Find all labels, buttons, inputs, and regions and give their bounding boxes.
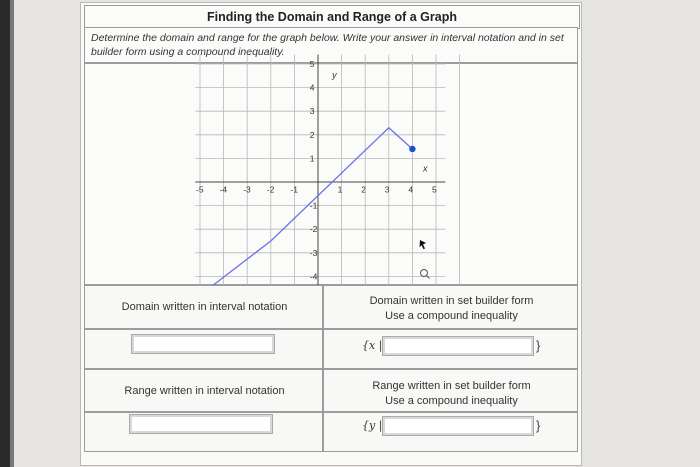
domain-interval-cell: [84, 285, 323, 329]
domain-setbuilder-prefix: {x |: [362, 339, 383, 352]
range-setbuilder-label: Range written in set builder form: [372, 380, 531, 392]
domain-setbuilder-label: Domain written in set builder form: [369, 295, 534, 307]
screen-edge: [10, 0, 14, 467]
range-setbuilder-prefix: {y |: [362, 419, 383, 432]
coordinate-graph: [85, 59, 577, 284]
y-tick-label: -1: [309, 200, 318, 211]
plot-layer: [197, 128, 416, 299]
x-axis-label: x: [423, 163, 428, 174]
domain-setbuilder-answer-cell: [323, 329, 578, 369]
y-tick-label: 4: [309, 82, 315, 93]
axes: [195, 55, 445, 305]
x-tick-label: -2: [266, 184, 275, 195]
domain-interval-input[interactable]: [131, 334, 275, 354]
instructions: Determine the domain and range for the graph below. Write your answer in interval notation and in set builder form using a compound inequality.: [84, 27, 578, 63]
domain-closing-brace: }: [536, 338, 541, 353]
y-tick-label: 1: [309, 153, 315, 164]
domain-setbuilder-hint: Use a compound inequality: [385, 310, 518, 322]
x-tick-label: 5: [432, 184, 437, 195]
range-interval-input[interactable]: [129, 414, 273, 434]
domain-interval-answer-cell: [84, 329, 323, 369]
range-setbuilder-hint: Use a compound inequality: [385, 395, 518, 407]
x-tick-label: -1: [290, 184, 298, 195]
x-tick-label: -5: [196, 184, 204, 195]
range-interval-cell: [84, 369, 323, 412]
y-tick-label: 2: [309, 129, 315, 140]
y-tick-label: -2: [309, 224, 318, 235]
grid-lines: [195, 55, 459, 305]
x-tick-label: 1: [337, 184, 343, 195]
range-interval-label: Range written in interval notation: [124, 385, 285, 397]
y-axis-label: y: [332, 70, 337, 81]
x-tick-label: -3: [243, 184, 251, 195]
x-tick-label: -4: [219, 184, 228, 195]
cursor-arrow-icon: [420, 240, 427, 249]
y-tick-label: 3: [309, 106, 315, 117]
worksheet-title: Finding the Domain and Range of a Graph: [84, 5, 580, 29]
zoom-icon[interactable]: [421, 270, 430, 279]
range-setbuilder-answer-cell: [323, 412, 578, 452]
range-closing-brace: }: [536, 418, 541, 433]
range-interval-answer-cell: [84, 412, 323, 452]
domain-setbuilder-input[interactable]: [382, 336, 534, 356]
range-setbuilder-input[interactable]: [382, 416, 534, 436]
y-tick-label: -3: [309, 247, 318, 258]
domain-setbuilder-cell: [323, 285, 578, 329]
x-tick-label: 4: [408, 184, 414, 195]
x-tick-label: 3: [384, 184, 390, 195]
range-setbuilder-cell: [323, 369, 578, 412]
graph-line: [200, 128, 412, 296]
endpoint-dot: [409, 146, 415, 152]
screen-bezel: [0, 0, 10, 467]
y-tick-label: 5: [309, 59, 315, 69]
y-tick-label: -4: [309, 271, 318, 282]
x-tick-label: 2: [361, 184, 366, 195]
domain-interval-label: Domain written in interval notation: [121, 301, 288, 313]
graph-panel: [84, 59, 578, 285]
